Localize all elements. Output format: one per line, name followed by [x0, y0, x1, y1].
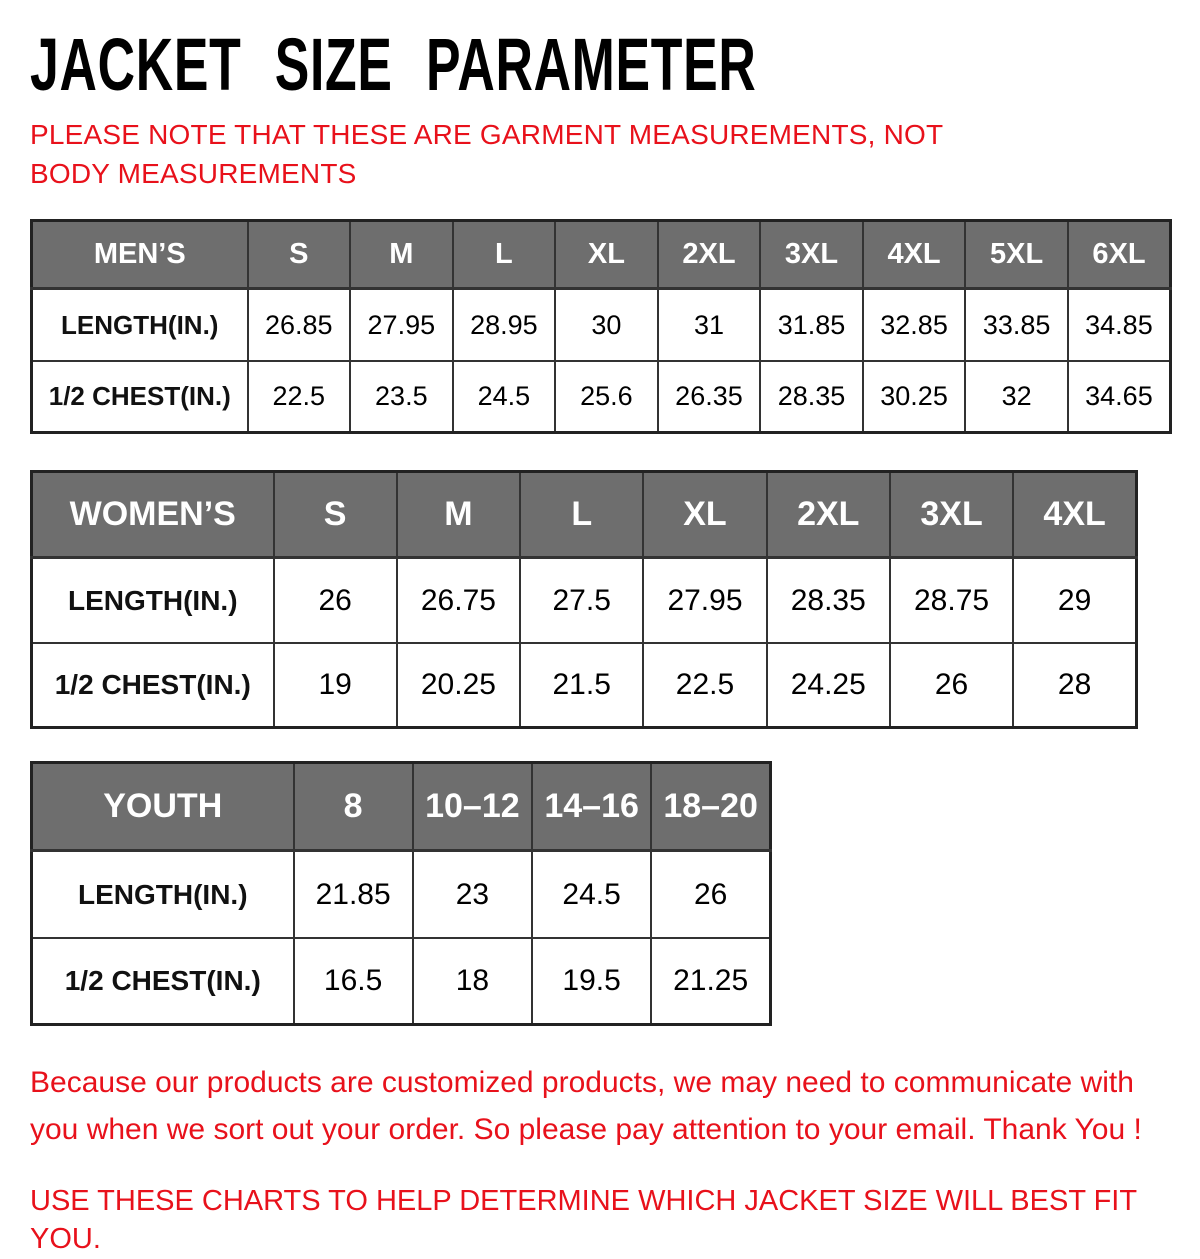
value-cell: 23.5: [350, 361, 453, 433]
size-header-cell: 10–12: [413, 763, 532, 851]
value-cell: 28.35: [767, 558, 890, 643]
size-header-cell: 3XL: [890, 472, 1013, 558]
value-cell: 27.95: [643, 558, 766, 643]
value-cell: 21.25: [651, 938, 770, 1025]
value-cell: 28.75: [890, 558, 1013, 643]
value-cell: 28.95: [453, 289, 556, 361]
value-cell: 24.5: [453, 361, 556, 433]
page-title: JACKET SIZE PARAMETER: [30, 23, 757, 106]
row-label-cell: LENGTH(IN.): [32, 558, 274, 643]
size-header-cell: XL: [643, 472, 766, 558]
size-header-cell: 8: [294, 763, 413, 851]
value-cell: 19: [274, 643, 397, 728]
size-header-cell: S: [274, 472, 397, 558]
value-cell: 24.25: [767, 643, 890, 728]
size-header-cell: 5XL: [965, 221, 1068, 289]
size-header-cell: L: [520, 472, 643, 558]
value-cell: 33.85: [965, 289, 1068, 361]
youth-table: [30, 761, 772, 1026]
table-row: [32, 361, 1171, 433]
value-cell: 16.5: [294, 938, 413, 1025]
table-row: [32, 289, 1171, 361]
category-header-cell: MEN’S: [32, 221, 248, 289]
mens-size-table: [30, 219, 1172, 434]
table-row: [32, 558, 1137, 643]
chart-usage-note: USE THESE CHARTS TO HELP DETERMINE WHICH JACKET SIZE WILL BEST FIT YOU.: [30, 1185, 1137, 1255]
value-cell: 31.85: [760, 289, 863, 361]
value-cell: 28.35: [760, 361, 863, 433]
value-cell: 26: [651, 851, 770, 938]
value-cell: 34.65: [1068, 361, 1171, 433]
value-cell: 32.85: [863, 289, 966, 361]
table-row: [32, 643, 1137, 728]
value-cell: 18: [413, 938, 532, 1025]
header-row: [32, 472, 1137, 558]
size-header-cell: M: [350, 221, 453, 289]
table-row: [32, 851, 771, 938]
youth-size-table: [30, 761, 1172, 1026]
size-header-cell: 18–20: [651, 763, 770, 851]
table-row: [32, 938, 771, 1025]
value-cell: 26: [890, 643, 1013, 728]
size-header-cell: 14–16: [532, 763, 651, 851]
row-label-cell: 1/2 CHEST(IN.): [32, 643, 274, 728]
value-cell: 21.85: [294, 851, 413, 938]
value-cell: 30: [555, 289, 658, 361]
size-header-cell: XL: [555, 221, 658, 289]
value-cell: 26: [274, 558, 397, 643]
size-header-cell: 2XL: [658, 221, 761, 289]
size-header-cell: L: [453, 221, 556, 289]
value-cell: 21.5: [520, 643, 643, 728]
size-header-cell: 4XL: [1013, 472, 1136, 558]
size-header-cell: 4XL: [863, 221, 966, 289]
value-cell: 34.85: [1068, 289, 1171, 361]
row-label-cell: LENGTH(IN.): [32, 289, 248, 361]
value-cell: 26.35: [658, 361, 761, 433]
value-cell: 19.5: [532, 938, 651, 1025]
value-cell: 26.85: [248, 289, 351, 361]
value-cell: 28: [1013, 643, 1136, 728]
category-header-cell: WOMEN’S: [32, 472, 274, 558]
size-header-cell: M: [397, 472, 520, 558]
header-row: [32, 763, 771, 851]
value-cell: 30.25: [863, 361, 966, 433]
size-header-cell: 2XL: [767, 472, 890, 558]
value-cell: 23: [413, 851, 532, 938]
value-cell: 22.5: [248, 361, 351, 433]
row-label-cell: 1/2 CHEST(IN.): [32, 361, 248, 433]
customization-notice: Because our products are customized products, we may need to communicate with you when we sort out your order. So please pay attention to your email. Thank You !: [30, 1066, 1142, 1146]
value-cell: 29: [1013, 558, 1136, 643]
womens-size-table: [30, 470, 1172, 729]
value-cell: 25.6: [555, 361, 658, 433]
size-header-cell: S: [248, 221, 351, 289]
value-cell: 27.95: [350, 289, 453, 361]
value-cell: 20.25: [397, 643, 520, 728]
value-cell: 24.5: [532, 851, 651, 938]
header-row: [32, 221, 1171, 289]
garment-measurement-note: PLEASE NOTE THAT THESE ARE GARMENT MEASUREMENTS, NOT BODY MEASUREMENTS: [30, 119, 943, 189]
value-cell: 27.5: [520, 558, 643, 643]
category-header-cell: YOUTH: [32, 763, 294, 851]
size-header-cell: 3XL: [760, 221, 863, 289]
value-cell: 32: [965, 361, 1068, 433]
mens-table: [30, 219, 1172, 434]
value-cell: 22.5: [643, 643, 766, 728]
size-header-cell: 6XL: [1068, 221, 1171, 289]
womens-table: [30, 470, 1138, 729]
value-cell: 26.75: [397, 558, 520, 643]
value-cell: 31: [658, 289, 761, 361]
row-label-cell: 1/2 CHEST(IN.): [32, 938, 294, 1025]
row-label-cell: LENGTH(IN.): [32, 851, 294, 938]
